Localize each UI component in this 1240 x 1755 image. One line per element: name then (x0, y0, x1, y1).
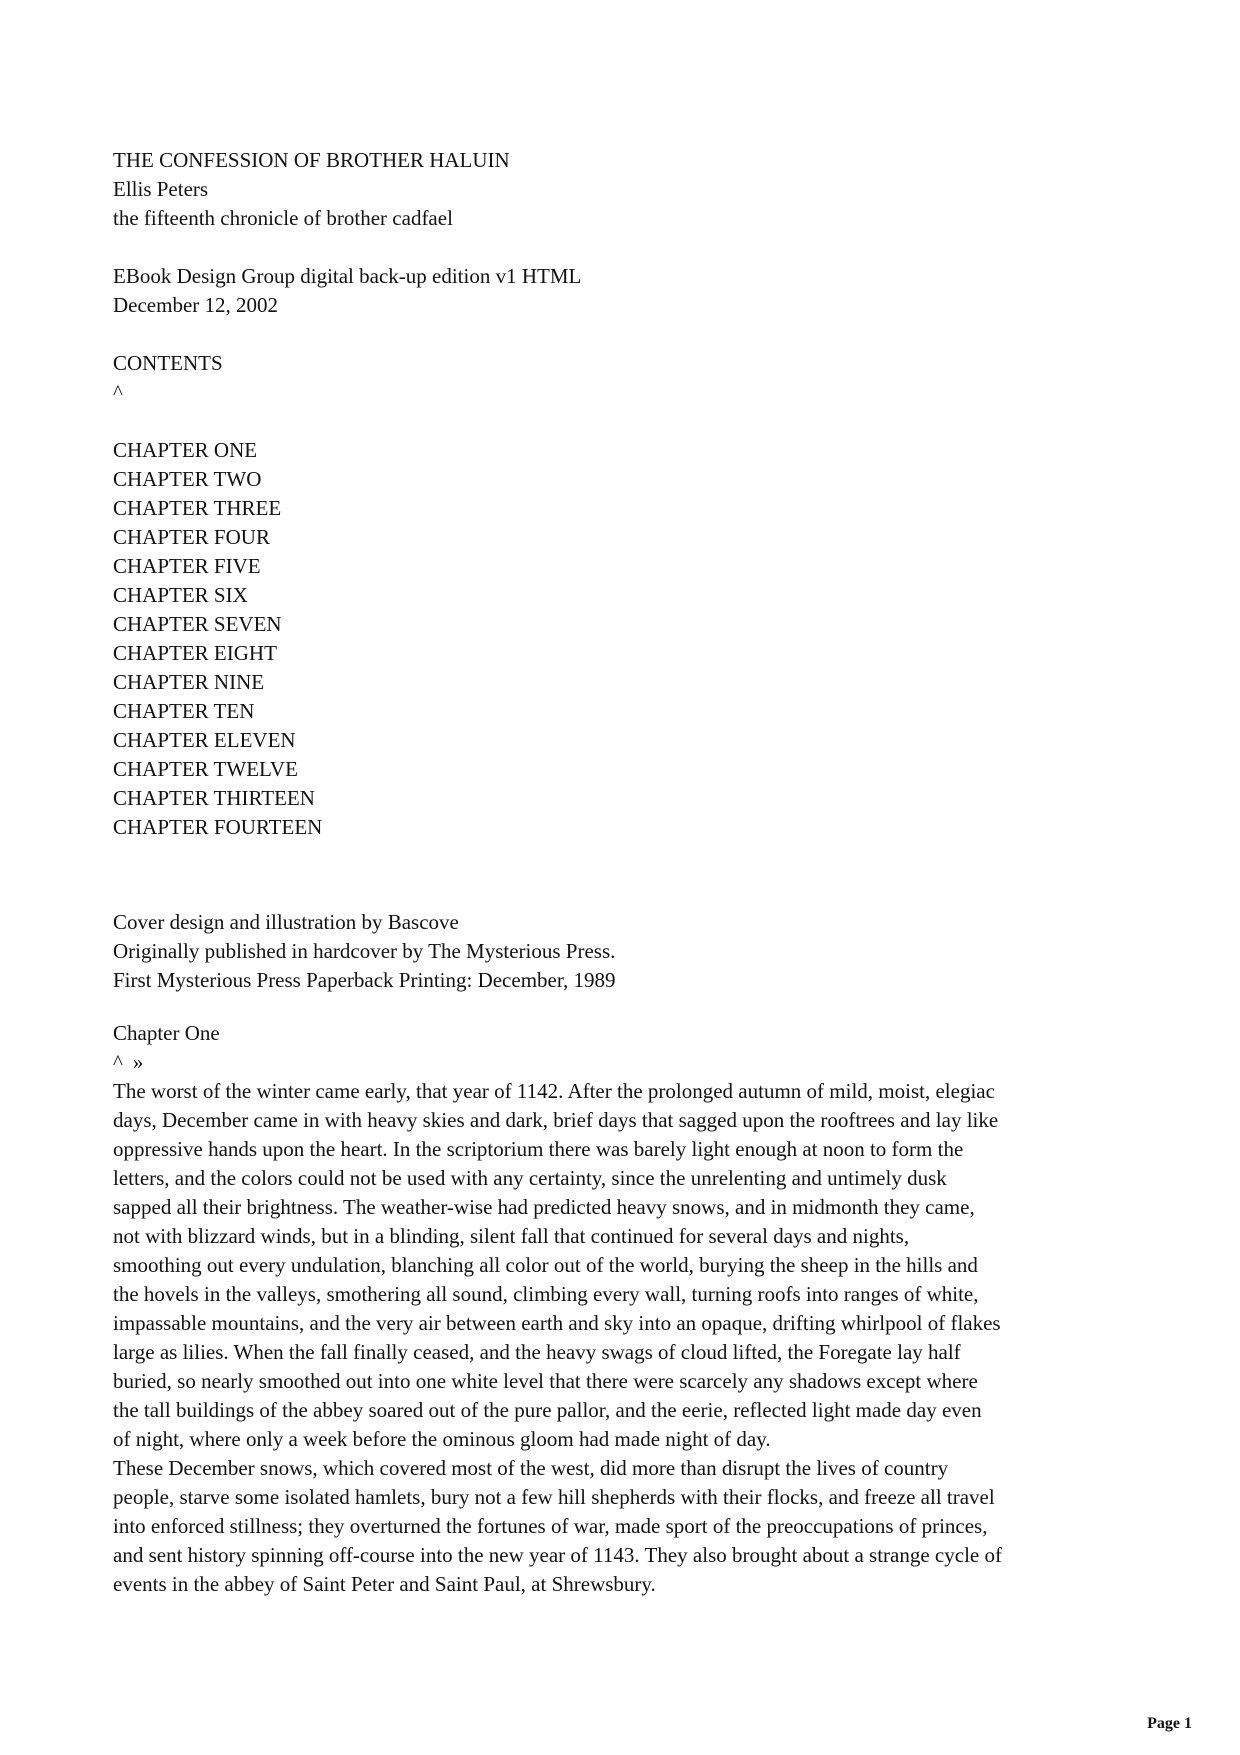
contents-heading: CONTENTS (113, 351, 223, 375)
toc-item[interactable]: CHAPTER THREE (113, 496, 282, 520)
toc-item[interactable]: CHAPTER ONE (113, 438, 258, 462)
toc-item[interactable]: CHAPTER FOURTEEN (113, 815, 323, 839)
book-subtitle: the fifteenth chronicle of brother cadfael (113, 206, 453, 230)
toc-item[interactable]: CHAPTER TWO (113, 467, 262, 491)
spacer (113, 233, 1003, 262)
toc-item[interactable]: CHAPTER TWELVE (113, 757, 298, 781)
book-title: THE CONFESSION OF BROTHER HALUIN (113, 148, 510, 172)
table-of-contents (113, 436, 1003, 842)
body-paragraph: These December snows, which covered most of the west, did more than disrupt the lives of country people, starve some isolated hamlets, bury not a few hill shepherds with their flocks, and freeze all travel into enforced stillness; they overturned the fortunes of war, made sport of the preoccupations of princes, and sent history spinning off-course into the new year of 1143. They also brought about a strange cycle of events in the abbey of Saint Peter and Saint Paul, at Shrewsbury. (113, 1456, 1002, 1596)
edition-date: December 12, 2002 (113, 293, 279, 317)
toc-item[interactable]: CHAPTER FIVE (113, 554, 261, 578)
edition-info: EBook Design Group digital back-up edition v1 HTML (113, 264, 582, 288)
toc-item[interactable]: CHAPTER FOUR (113, 525, 270, 549)
contents-nav (113, 378, 1003, 407)
chapter-next-link[interactable]: » (132, 1050, 144, 1074)
toc-item[interactable]: CHAPTER SEVEN (113, 612, 282, 636)
toc-item[interactable]: CHAPTER NINE (113, 670, 265, 694)
spacer (113, 871, 1003, 908)
spacer (113, 407, 1003, 436)
chapter-nav (113, 1048, 1003, 1077)
chapter-top-link[interactable]: ^ (113, 1050, 123, 1074)
colophon-line: Cover design and illustration by Bascove (113, 910, 459, 934)
toc-item[interactable]: CHAPTER EIGHT (113, 641, 277, 665)
chapter-one-heading: Chapter One (113, 1021, 220, 1045)
body-paragraph: The worst of the winter came early, that year of 1142. After the prolonged autumn of mild, moist, elegiac days, December came in with heavy skies and dark, brief days that sagged upon the rooftrees and lay like oppressive hands upon the heart. In the scriptorium there was barely light enough at noon to form the letters, and the colors could not be used with any certainty, since the unrelenting and untimely dusk sapped all their brightness. The weather-wise had predicted heavy snows, and in midmonth they came, not with blizzard winds, but in a blinding, silent fall that continued for several days and nights, smoothing out every undulation, blanching all color out of the world, burying the sheep in the hills and the hovels in the valleys, smothering all sound, climbing every wall, turning roofs into ranges of white, impassable mountains, and the very air between earth and sky into an opaque, drifting whirlpool of flakes large as lilies. When the fall finally ceased, and the heavy swags of cloud lifted, the Foregate lay half buried, so nearly smoothed out into one white level that there were scarcely any shadows except where the tall buildings of the abbey soared out of the pure pallor, and the eerie, reflected light made day even of night, where only a week before the ominous gloom had made night of day. (113, 1079, 1001, 1451)
spacer (113, 842, 1003, 871)
toc-item[interactable]: CHAPTER SIX (113, 583, 248, 607)
top-anchor-link[interactable]: ^ (113, 380, 123, 404)
book-author: Ellis Peters (113, 177, 209, 201)
toc-item[interactable]: CHAPTER TEN (113, 699, 255, 723)
spacer (113, 320, 1003, 349)
spacer (113, 995, 1003, 1019)
colophon-line: Originally published in hardcover by The Mysterious Press. (113, 939, 616, 963)
toc-item[interactable]: CHAPTER ELEVEN (113, 728, 296, 752)
page-content (113, 146, 1003, 1599)
colophon-line: First Mysterious Press Paperback Printing: December, 1989 (113, 968, 616, 992)
toc-item[interactable]: CHAPTER THIRTEEN (113, 786, 315, 810)
page-number: Page 1 (1147, 1715, 1192, 1732)
